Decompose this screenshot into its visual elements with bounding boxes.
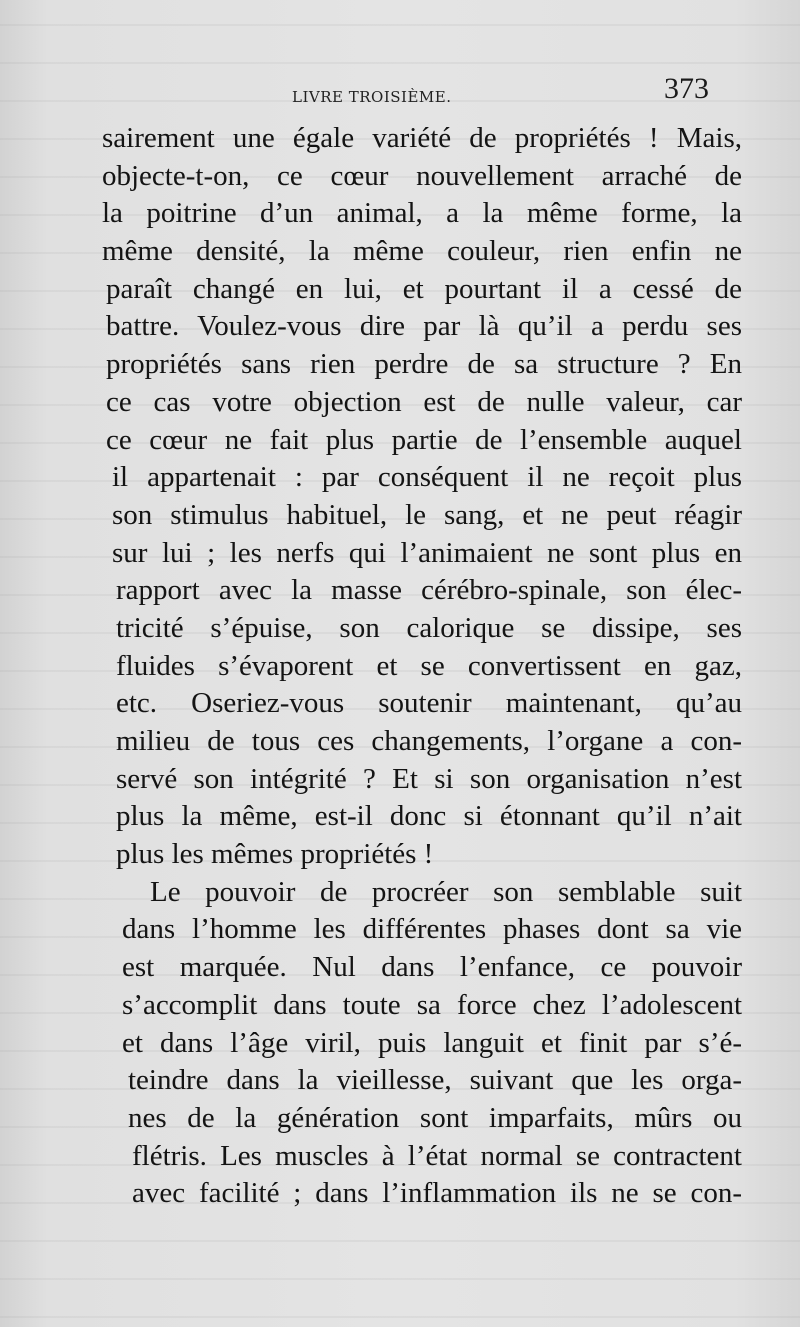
text-line: il appartenait : par conséquent il ne reçoit plus	[112, 461, 742, 494]
text-line: et dans l’âge viril, puis languit et finit par s’é-	[122, 1026, 742, 1059]
running-title: LIVRE TROISIÈME.	[292, 88, 452, 106]
page-number: 373	[664, 72, 709, 105]
text-line: teindre dans la vieillesse, suivant que les orga-	[128, 1064, 742, 1097]
text-line: son stimulus habituel, le sang, et ne peut réagir	[112, 498, 742, 531]
text-line: dans l’homme les différentes phases dont sa vie	[122, 913, 742, 946]
text-line: objecte-t-on, ce cœur nouvellement arraché de	[102, 159, 742, 192]
text-line: plus les mêmes propriétés !	[116, 838, 434, 871]
text-line: est marquée. Nul dans l’enfance, ce pouvoir	[122, 951, 742, 984]
text-line: nes de la génération sont imparfaits, mûrs ou	[128, 1101, 742, 1134]
text-line: Le pouvoir de procréer son semblable suit	[150, 875, 742, 908]
text-line: la poitrine d’un animal, a la même forme, la	[102, 197, 742, 230]
text-line: ce cas votre objection est de nulle valeur, car	[106, 385, 742, 418]
text-line: ce cœur ne fait plus partie de l’ensemble auquel	[106, 423, 742, 456]
text-line: servé son intégrité ? Et si son organisation n’est	[116, 762, 742, 795]
text-line: milieu de tous ces changements, l’organe a con-	[116, 725, 742, 757]
text-line: battre. Voulez-vous dire par là qu’il a perdu ses	[106, 310, 742, 343]
text-line: tricité s’épuise, son calorique se dissipe, ses	[116, 611, 742, 644]
text-line: propriétés sans rien perdre de sa structure ? En	[106, 348, 742, 381]
text-line: même densité, la même couleur, rien enfin ne	[102, 235, 742, 268]
text-line: s’accomplit dans toute sa force chez l’adolescent	[122, 988, 742, 1021]
text-line: sur lui ; les nerfs qui l’animaient ne sont plus en	[112, 536, 742, 569]
text-line: avec facilité ; dans l’inflammation ils ne se con-	[132, 1177, 742, 1210]
body-text	[102, 120, 742, 1213]
text-line: plus la même, est-il donc si étonnant qu’il n’ait	[116, 800, 742, 833]
text-line: rapport avec la masse cérébro-spinale, son élec-	[116, 574, 742, 607]
text-line: fluides s’évaporent et se convertissent en gaz,	[116, 649, 742, 682]
text-line: flétris. Les muscles à l’état normal se contractent	[132, 1139, 742, 1172]
text-line: etc. Oseriez-vous soutenir maintenant, qu’au	[116, 687, 742, 720]
text-line: sairement une égale variété de propriétés ! Mais,	[102, 122, 742, 154]
text-line: paraît changé en lui, et pourtant il a cessé de	[106, 272, 742, 305]
